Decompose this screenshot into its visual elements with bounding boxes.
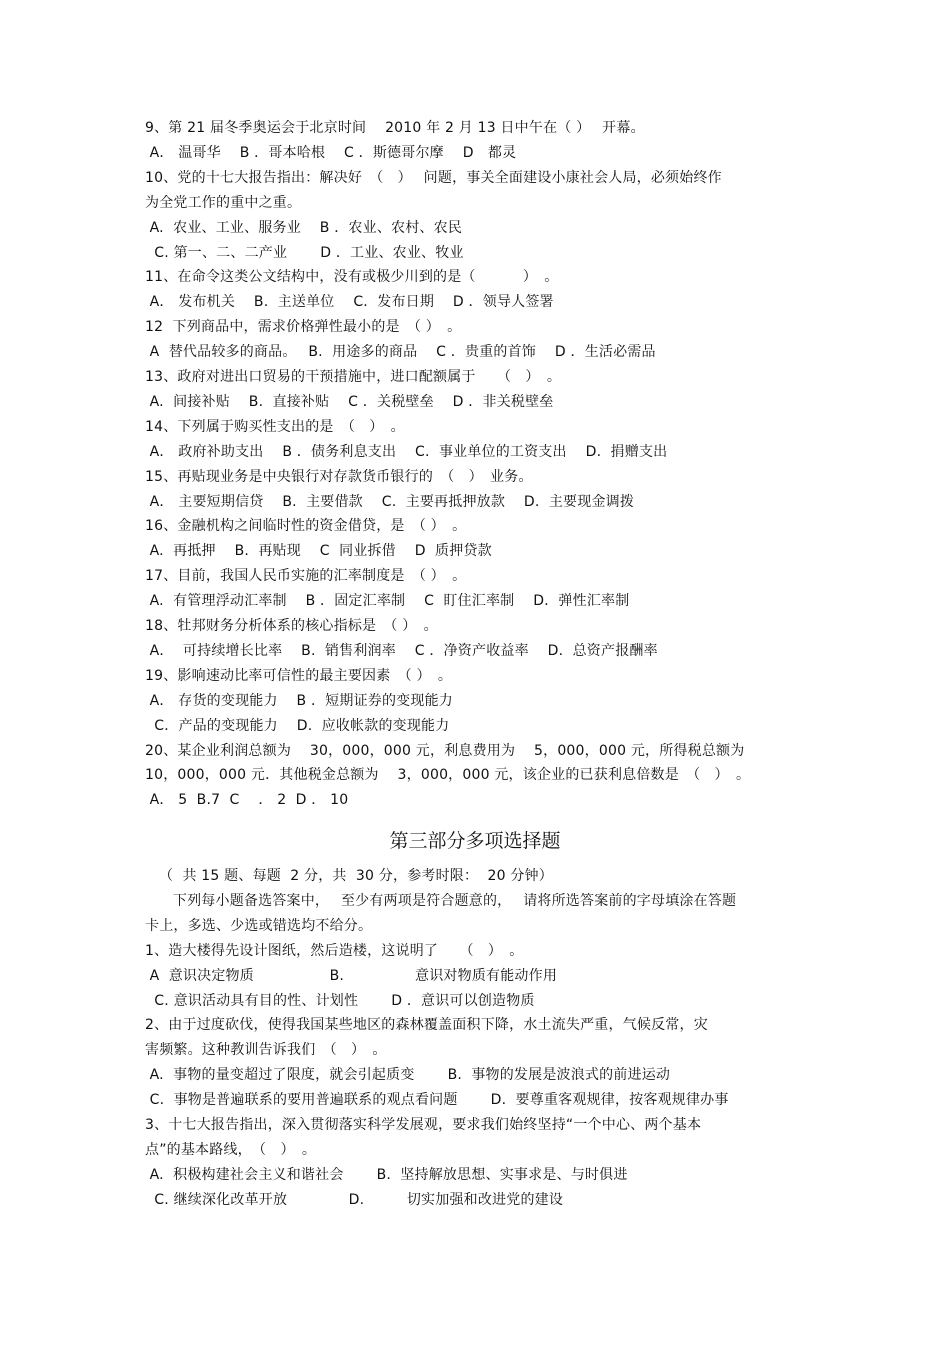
text-line: A． 温哥华 B ．哥本哈根 C ．斯德哥尔摩 D 都灵 [145, 144, 517, 161]
text-line: A. 间接补贴 B. 直接补贴 C ．关税壁垒 D ．非关税壁垒 [145, 393, 554, 410]
text-line: A 意识决定物质 B. 意识对物质有能动作用 [145, 967, 558, 984]
text-line: 2、由于过度砍伐，使得我国某些地区的森林覆盖面积下降，水土流失严重，气候反常，灾 [145, 1017, 708, 1034]
text-line: 12 下列商品中，需求价格弹性最小的是 （ ） 。 [145, 319, 462, 336]
text-line: C. 事物是普遍联系的要用普遍联系的观点看问题 D. 要尊重客观规律，按客观规律办事 [145, 1092, 729, 1109]
text-line: （ 共 15 题、每题 2 分，共 30 分，参考时限： 20 分钟） [145, 868, 553, 884]
text-line: C. 意识活动具有目的性、计划性 D ．意识可以创造物质 [145, 992, 535, 1009]
section-title: 第三部分多项选择题 [389, 830, 561, 852]
text-line: A． 主要短期信贷 B. 主要借款 C. 主要再抵押放款 D. 主要现金调拨 [145, 493, 635, 510]
text-line: 14、下列属于购买性支出的是 （ ） 。 [145, 418, 405, 435]
text-line: 15、再贴现业务是中央银行对存款货币银行的 （ ） 业务。 [145, 468, 533, 485]
text-line: 11、在命令这类公文结构中，没有或极少川到的是（ ） 。 [145, 269, 559, 286]
text-line: A. 事物的量变超过了限度，就会引起质变 B. 事物的发展是波浪式的前进运动 [145, 1067, 671, 1084]
text-line: 点”的基本路线， （ ） 。 [145, 1141, 317, 1158]
text-line: 20、某企业利润总额为 30，000，000 元，利息费用为 5，000，000 元，所得税总额为 [145, 742, 745, 759]
text-line: 10、党的十七大报告指出：解决好 （ ） 问题，事关全面建设小康社会人局，必须始终作 [145, 169, 722, 186]
text-line: 下列每小题备选答案中， 至少有两项是符合题意的， 请将所选答案前的字母填涂在答题 [145, 892, 737, 909]
text-line: A 替代品较多的商品。 B. 用途多的商品 C ．贵重的首饰 D ．生活必需品 [145, 344, 656, 361]
text-line: 10，000，000 元．其他税金总额为 3，000，000 元，该企业的已获利息倍数是 （ ） 。 [145, 767, 751, 784]
text-line: C. 第一、二、二产业 D ．工业、农业、牧业 [145, 244, 464, 261]
text-line: A． 5 B.7 C ． 2 D ． 10 [145, 792, 349, 809]
text-line: 19、影响速动比率可信性的最主要因素 （ ） 。 [145, 667, 453, 684]
text-line: 1、造大楼得先设计图纸，然后造楼，这说明了 （ ） 。 [145, 942, 524, 959]
text-line: 害频繁。这种教训告诉我们 （ ） 。 [145, 1042, 387, 1059]
text-line: 3、十七大报告指出，深入贯彻落实科学发展观，要求我们始终坚持“一个中心、两个基本 [145, 1117, 702, 1133]
text-line: 9、第 21 届冬季奥运会于北京时间 2010 年 2 月 13 日中午在（ ） 开幕。 [145, 120, 645, 136]
text-line: 16、金融机构之间临时性的资金借贷，是 （ ） 。 [145, 518, 467, 535]
text-line: 17、目前，我国人民币实施的汇率制度是 （ ） 。 [145, 568, 467, 585]
text-line: A． 政府补助支出 B ．债务利息支出 C. 事业单位的工资支出 D. 捐赠支出 [145, 443, 668, 460]
text-line: A. 农业、工业、服务业 B ．农业、农村、农民 [145, 219, 463, 236]
text-line: 18、牡邦财务分析体系的核心指标是 （ ） 。 [145, 618, 438, 634]
text-line: A． 发布机关 B. 主送单位 C. 发布日期 D ．领导人签署 [145, 294, 554, 311]
text-line: A. 有管理浮动汇率制 B ．固定汇率制 C 盯住汇率制 D．弹性汇率制 [145, 593, 630, 610]
text-line: A． 存货的变现能力 B ．短期证券的变现能力 [145, 692, 453, 709]
text-line: 卡上，多选、少选或错选均不给分。 [145, 917, 373, 934]
text-line: 为全党工作的重中之重。 [145, 194, 302, 211]
text-line: C．产品的变现能力 D. 应收帐款的变现能力 [145, 717, 450, 734]
text-line: C. 继续深化改革开放 D. 切实加强和改进党的建设 [145, 1191, 564, 1208]
text-line: A． 可持续增长比率 B. 销售利润率 C ．净资产收益率 D. 总资产报酬率 [145, 642, 658, 659]
text-line: A. 积极构建社会主义和谐社会 B. 坚持解放思想、实事求是、与时俱进 [145, 1166, 628, 1183]
text-line: A. 再抵押 B. 再贴现 C 同业拆借 D 质押贷款 [145, 543, 492, 560]
text-line: 13、政府对进出口贸易的干预措施中，进口配额属于 （ ） 。 [145, 369, 562, 385]
